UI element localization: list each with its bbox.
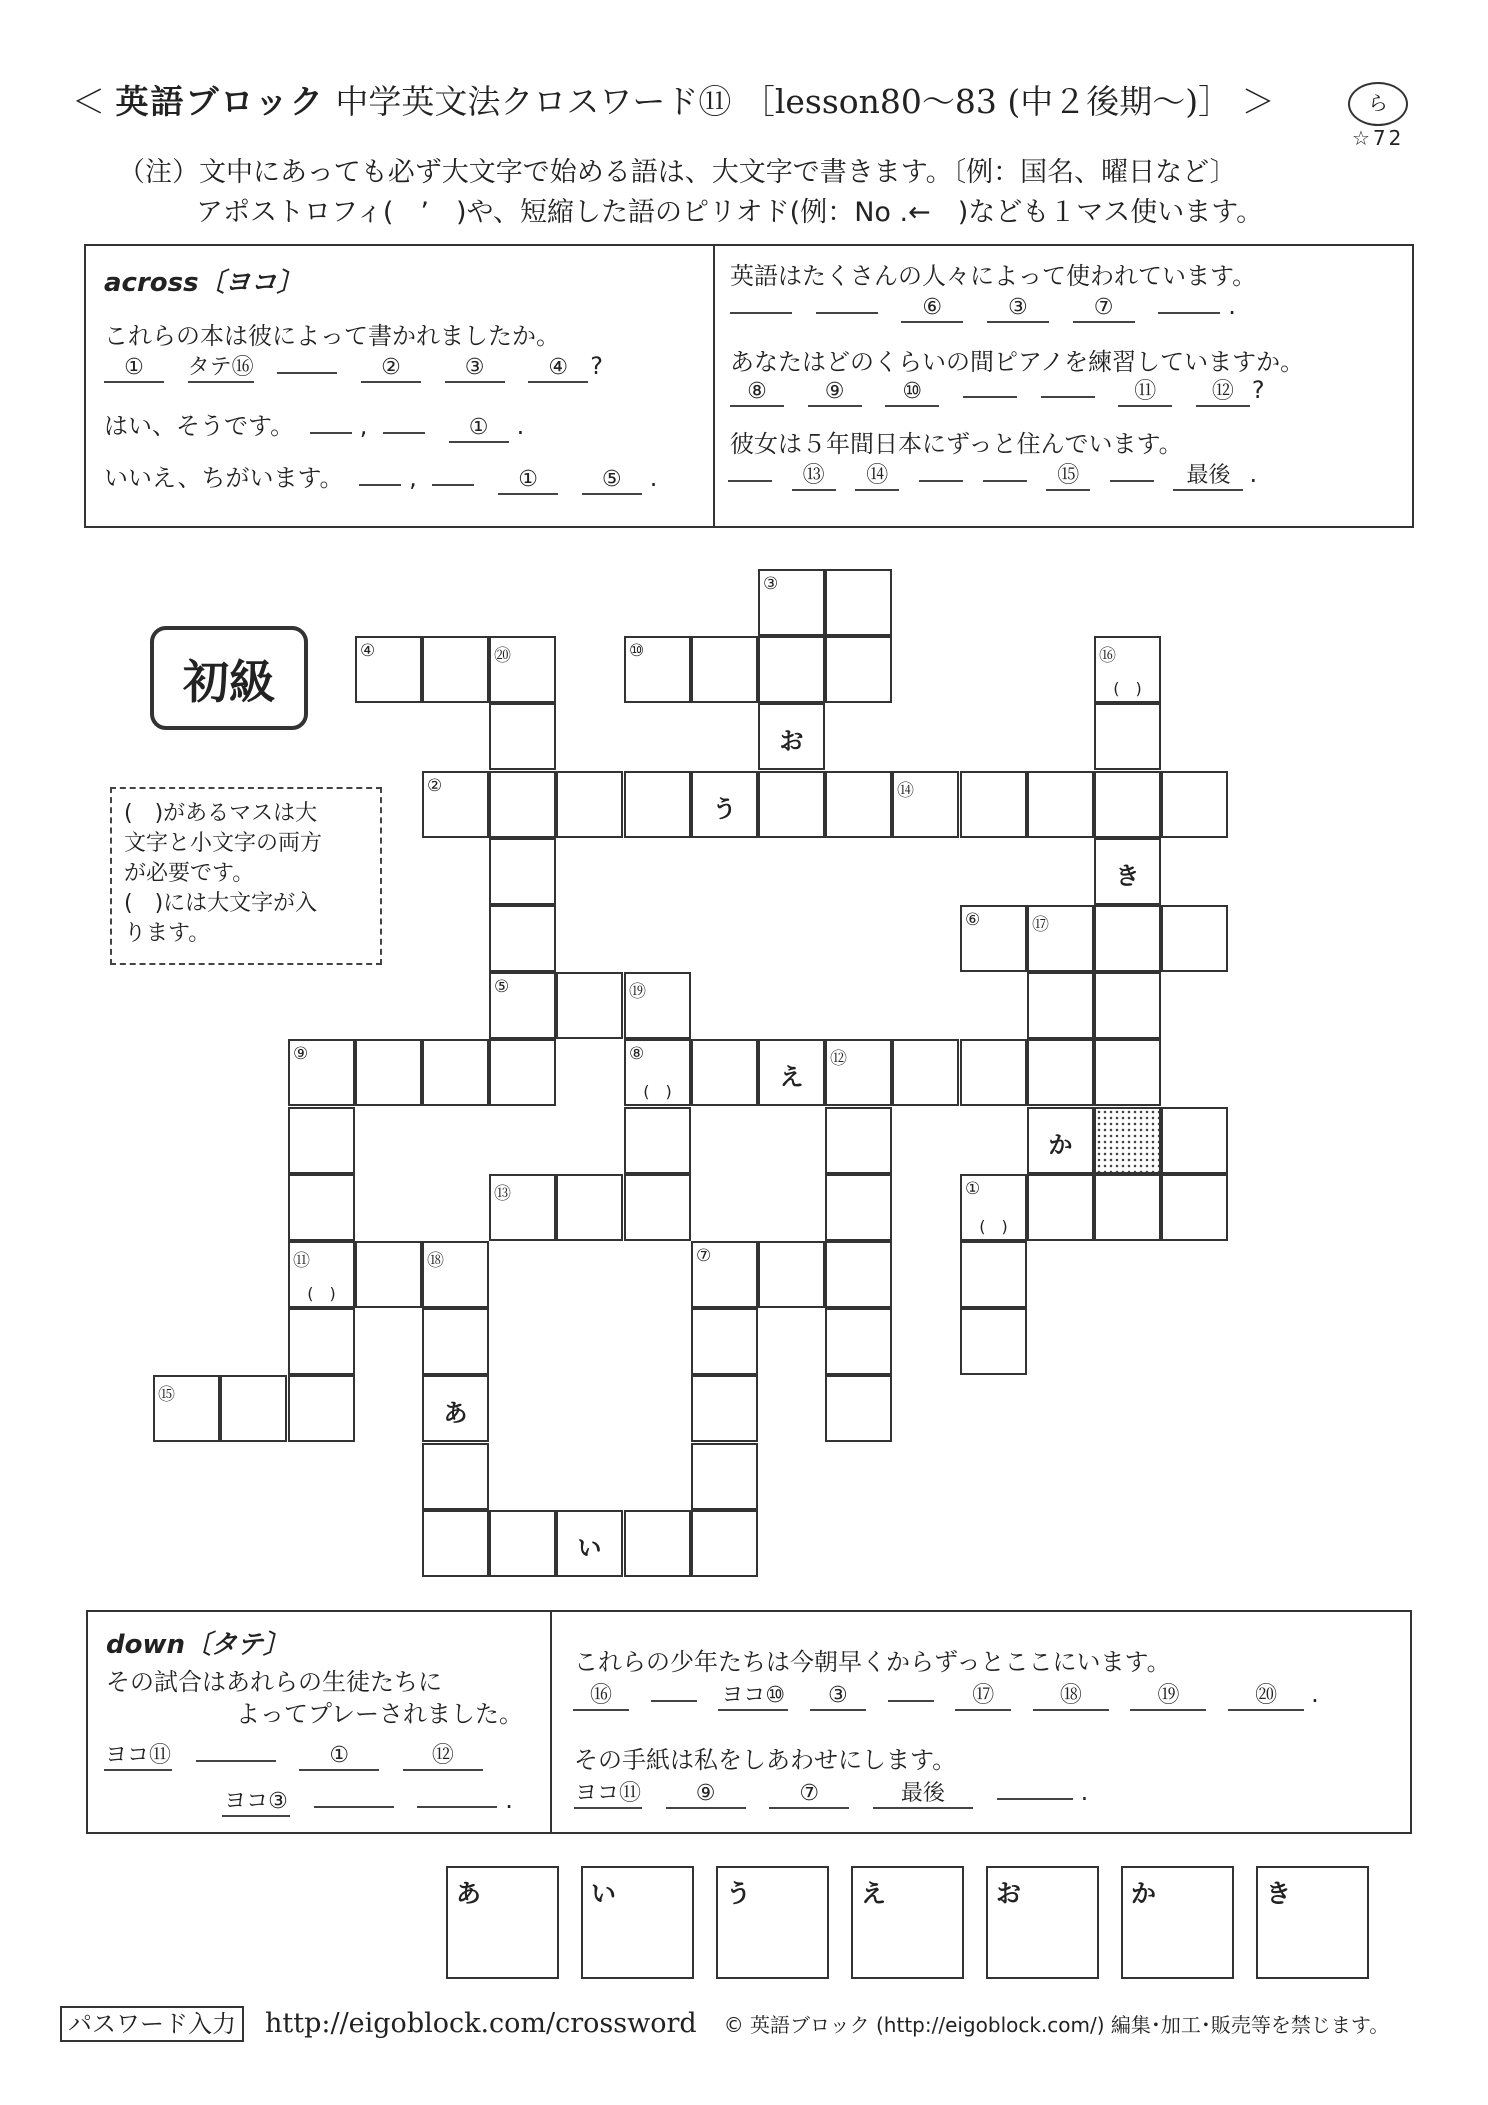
- capital-letter-marker: ( ): [979, 1217, 1008, 1236]
- password-box-label: あ: [456, 1879, 482, 1908]
- answer-blank[interactable]: [310, 432, 352, 434]
- answer-blank[interactable]: タテ⑯: [188, 355, 254, 383]
- crossword-cell[interactable]: [825, 1107, 892, 1174]
- crossword-cell[interactable]: [422, 1241, 489, 1308]
- crossword-cell[interactable]: [1161, 905, 1228, 972]
- crossword-cell[interactable]: [624, 972, 691, 1039]
- password-letter-marker: き: [1115, 862, 1140, 890]
- crossword-link[interactable]: http://eigoblock.com/crossword: [265, 2008, 697, 2039]
- crossword-cell[interactable]: [624, 1510, 691, 1577]
- answer-blank[interactable]: [888, 1700, 934, 1702]
- answer-blank[interactable]: [963, 396, 1017, 398]
- answer-blank[interactable]: [651, 1700, 697, 1702]
- brand-logo: 英語ブロック: [115, 82, 325, 121]
- crossword-cell[interactable]: [960, 1241, 1027, 1308]
- answer-blank[interactable]: ヨコ⑩: [718, 1683, 788, 1711]
- across-q5-japanese: あなたはどのくらいの間ピアノを練習していますか。: [730, 348, 1305, 376]
- hint-line: ( )には大文字が入: [124, 891, 318, 916]
- answer-blank[interactable]: ⑭: [855, 463, 899, 491]
- crossword-cell[interactable]: [489, 972, 556, 1039]
- password-letter-marker: か: [1048, 1131, 1073, 1159]
- answer-blank[interactable]: [919, 480, 963, 482]
- password-letter-marker: え: [779, 1063, 804, 1091]
- across-q6-answer-row: [722, 460, 1257, 491]
- clue-number: ③: [763, 574, 779, 594]
- punctuation: ?: [1251, 376, 1265, 404]
- crossword-cell[interactable]: [691, 1375, 758, 1442]
- down-q1-japanese-2: よってプレーされました。: [236, 1700, 524, 1728]
- crossword-cell[interactable]: [960, 1174, 1027, 1241]
- crossword-cell[interactable]: [1027, 771, 1094, 838]
- crossword-cell[interactable]: [825, 1174, 892, 1241]
- password-box-a[interactable]: [446, 1866, 559, 1979]
- crossword-cell[interactable]: [758, 1241, 825, 1308]
- crossword-cell[interactable]: [422, 1308, 489, 1375]
- crossword-cell[interactable]: [1094, 972, 1161, 1039]
- punctuation: .: [649, 464, 658, 492]
- crossword-cell[interactable]: [422, 1375, 489, 1442]
- crossword-cell[interactable]: [758, 636, 825, 703]
- across-q1-japanese: これらの本は彼によって書かれましたか。: [104, 322, 560, 350]
- answer-blank[interactable]: [417, 1806, 497, 1808]
- crossword-cell[interactable]: [758, 703, 825, 770]
- down-heading: down〔タテ〕: [106, 1630, 290, 1660]
- across-q6-japanese: 彼女は５年間日本にずっと住んでいます。: [730, 430, 1183, 458]
- crossword-cell[interactable]: [691, 771, 758, 838]
- password-box-o[interactable]: [986, 1866, 1099, 1979]
- answer-blank[interactable]: ⑫: [1196, 379, 1250, 407]
- down-q1-answer-row-2: [222, 1786, 513, 1817]
- logo-stamp-icon: ら: [1348, 82, 1408, 126]
- crossword-cell[interactable]: [153, 1375, 220, 1442]
- crossword-cell[interactable]: [758, 1039, 825, 1106]
- password-letter-marker: う: [712, 795, 737, 823]
- crossword-cell[interactable]: [1161, 1174, 1228, 1241]
- clue-number: ⑲: [629, 982, 646, 1002]
- crossword-cell[interactable]: [825, 636, 892, 703]
- crossword-cell[interactable]: [288, 1174, 355, 1241]
- answer-blank[interactable]: ⑩: [885, 379, 939, 407]
- crossword-cell[interactable]: [288, 1241, 355, 1308]
- crossword-cell[interactable]: [624, 1039, 691, 1106]
- crossword-cell[interactable]: [422, 771, 489, 838]
- answer-blank[interactable]: [359, 484, 401, 486]
- crossword-cell[interactable]: [1094, 771, 1161, 838]
- hint-line: ( )があるマスは大: [124, 801, 318, 826]
- clue-number: ⑩: [629, 641, 645, 661]
- crossword-cell[interactable]: [960, 771, 1027, 838]
- punctuation: .: [505, 1786, 513, 1814]
- note-line-1: （注）文中にあっても必ず大文字で始める語は、大文字で書きます。〔例：国名、曜日など〕: [118, 157, 1237, 188]
- clue-number: ⑦: [696, 1246, 712, 1266]
- crossword-cell[interactable]: [1094, 838, 1161, 905]
- across-q1-answer-row: [96, 352, 603, 383]
- crossword-cell[interactable]: [1027, 1107, 1094, 1174]
- answer-blank[interactable]: ④: [528, 355, 588, 383]
- crossword-cell[interactable]: [960, 1039, 1027, 1106]
- answer-blank[interactable]: 最後: [1173, 463, 1243, 491]
- across-q2-row: [104, 406, 524, 443]
- answer-blank[interactable]: [1110, 480, 1154, 482]
- crossword-cell[interactable]: [825, 771, 892, 838]
- answer-blank[interactable]: [432, 484, 474, 486]
- page-title: [72, 76, 1275, 123]
- crossword-cell[interactable]: [220, 1375, 287, 1442]
- crossword-cell[interactable]: [691, 1241, 758, 1308]
- password-letter-marker: お: [779, 727, 804, 755]
- clue-number: ⑳: [494, 646, 511, 666]
- crossword-cell[interactable]: [825, 569, 892, 636]
- answer-blank[interactable]: [983, 480, 1027, 482]
- crossword-cell[interactable]: [288, 1039, 355, 1106]
- answer-blank[interactable]: ③: [810, 1683, 866, 1711]
- crossword-cell[interactable]: [1094, 1174, 1161, 1241]
- across-q4-answer-row: [722, 292, 1236, 323]
- clue-number: ⑪: [293, 1251, 310, 1271]
- crossword-cell[interactable]: [1094, 905, 1161, 972]
- down-q2-japanese: これらの少年たちは今朝早くからずっとここにいます。: [574, 1648, 1171, 1676]
- down-divider: [550, 1610, 552, 1834]
- difficulty-badge: 初級: [150, 626, 308, 730]
- password-box-label: か: [1131, 1879, 1157, 1908]
- answer-blank[interactable]: ③: [445, 355, 505, 383]
- answer-blank[interactable]: ⑯: [573, 1683, 629, 1711]
- footer: [60, 2004, 1389, 2039]
- password-box-label: い: [591, 1879, 617, 1908]
- hint-line: 文字と小文字の両方: [124, 831, 323, 856]
- password-box-label: う: [726, 1879, 752, 1908]
- clue-number: ⑥: [965, 910, 981, 930]
- crossword-cell[interactable]: [1027, 1039, 1094, 1106]
- crossword-cell[interactable]: [355, 1241, 422, 1308]
- crossword-cell[interactable]: [355, 636, 422, 703]
- punctuation: ?: [590, 352, 603, 380]
- down-q1-answer-row-1: [104, 1740, 491, 1771]
- answer-blank[interactable]: [997, 1798, 1073, 1800]
- crossword-cell[interactable]: [691, 636, 758, 703]
- crossword-cell[interactable]: [1161, 1107, 1228, 1174]
- crossword-cell[interactable]: [691, 1039, 758, 1106]
- password-letter-marker: い: [577, 1534, 602, 1562]
- answer-blank[interactable]: ①: [449, 415, 509, 443]
- answer-blank[interactable]: [277, 372, 337, 374]
- answer-blank[interactable]: ⑱: [1033, 1683, 1109, 1711]
- across-q5-answer-row: [722, 376, 1265, 407]
- answer-blank[interactable]: ⑦: [769, 1781, 849, 1809]
- down-q2-answer-row: [566, 1680, 1319, 1711]
- crossword-cell[interactable]: [1094, 1039, 1161, 1106]
- crossword-cell[interactable]: [691, 1510, 758, 1577]
- crossword-cell[interactable]: [624, 1107, 691, 1174]
- crossword-cell[interactable]: [825, 1039, 892, 1106]
- clue-number: ④: [360, 641, 376, 661]
- password-box-ki[interactable]: [1256, 1866, 1369, 1979]
- clue-number: ①: [965, 1179, 981, 1199]
- answer-blank[interactable]: ヨコ③: [222, 1789, 290, 1817]
- answer-blank[interactable]: ⑰: [955, 1683, 1011, 1711]
- crossword-cell[interactable]: [422, 1510, 489, 1577]
- crossword-cell[interactable]: [556, 771, 623, 838]
- lesson-range: ［lesson80～83 (中２後期～)］: [741, 82, 1232, 121]
- password-box-label: お: [996, 1879, 1022, 1908]
- password-box-e[interactable]: [851, 1866, 964, 1979]
- answer-blank[interactable]: ⑤: [582, 467, 642, 495]
- across-q3-row: [104, 458, 657, 495]
- answer-blank[interactable]: ⑨: [808, 379, 862, 407]
- title-close-bracket: ＞: [1241, 82, 1275, 121]
- down-q3-answer-row: [574, 1778, 1088, 1809]
- clue-number: ⑧: [629, 1044, 645, 1064]
- crossword-cell[interactable]: [489, 1039, 556, 1106]
- answer-blank[interactable]: ⑥: [901, 295, 963, 323]
- crossword-cell[interactable]: [1027, 905, 1094, 972]
- answer-blank[interactable]: ⑮: [1046, 463, 1090, 491]
- crossword-cell[interactable]: [624, 1174, 691, 1241]
- answer-blank[interactable]: ⑫: [403, 1743, 483, 1771]
- crossword-cell[interactable]: [489, 771, 556, 838]
- clue-number: ⑮: [158, 1385, 175, 1405]
- crossword-cell[interactable]: [825, 1308, 892, 1375]
- password-box-label: き: [1266, 1879, 1292, 1908]
- crossword-cell[interactable]: [422, 1443, 489, 1510]
- answer-blank[interactable]: [314, 1806, 394, 1808]
- crossword-cell[interactable]: [1094, 636, 1161, 703]
- copyright: © 英語ブロック (http://eigoblock.com/) 編集･加工･販売等を禁じます。: [723, 2013, 1390, 2037]
- across-q4-japanese: 英語はたくさんの人々によって使われています。: [730, 262, 1257, 290]
- crossword-cell[interactable]: [1161, 771, 1228, 838]
- capital-letter-marker: ( ): [307, 1284, 336, 1303]
- down-q1-japanese-1: その試合はあれらの生徒たちに: [106, 1668, 442, 1696]
- password-box-u[interactable]: [716, 1866, 829, 1979]
- crossword-cell[interactable]: [825, 1375, 892, 1442]
- punctuation: .: [1249, 460, 1258, 488]
- across-divider: [713, 244, 715, 528]
- answer-blank[interactable]: ⑬: [792, 463, 836, 491]
- answer-blank[interactable]: ⑧: [730, 379, 784, 407]
- crossword-cell[interactable]: [624, 636, 691, 703]
- crossword-cell[interactable]: [624, 771, 691, 838]
- crossword-cell[interactable]: [288, 1308, 355, 1375]
- answer-blank[interactable]: [383, 432, 425, 434]
- crossword-cell[interactable]: [892, 1039, 959, 1106]
- crossword-cell[interactable]: [825, 1241, 892, 1308]
- answer-blank[interactable]: ①: [498, 467, 558, 495]
- punctuation: ,: [409, 464, 417, 492]
- note-line-2: アポストロフィ( ’ )や、短縮した語のピリオド(例：No .← )なども１マス使います。: [196, 197, 1264, 228]
- clue-number: ②: [427, 776, 443, 796]
- crossword-cell-blocked: [1094, 1107, 1161, 1174]
- crossword-cell[interactable]: [422, 636, 489, 703]
- crossword-cell[interactable]: [489, 905, 556, 972]
- across-heading: across〔ヨコ〕: [104, 268, 303, 298]
- capital-letter-marker: ( ): [1113, 679, 1142, 698]
- answer-blank[interactable]: [728, 480, 772, 482]
- answer-blank[interactable]: [196, 1760, 276, 1762]
- answer-blank[interactable]: [816, 312, 878, 314]
- password-letter-marker: あ: [443, 1399, 468, 1427]
- crossword-cell[interactable]: [691, 1443, 758, 1510]
- crossword-cell[interactable]: [556, 972, 623, 1039]
- across-q3-japanese: いいえ、ちがいます。: [104, 464, 344, 492]
- crossword-cell[interactable]: [556, 1510, 623, 1577]
- crossword-cell[interactable]: [960, 1308, 1027, 1375]
- answer-blank[interactable]: 最後: [873, 1781, 973, 1809]
- crossword-cell[interactable]: [288, 1375, 355, 1442]
- password-box-label: え: [861, 1879, 887, 1908]
- punctuation: .: [1311, 1680, 1319, 1708]
- punctuation: .: [1080, 1778, 1089, 1806]
- answer-blank[interactable]: [1041, 396, 1095, 398]
- clue-number: ⑬: [494, 1184, 511, 1204]
- answer-blank[interactable]: [730, 312, 792, 314]
- answer-blank[interactable]: ⑪: [1118, 379, 1172, 407]
- crossword-cell[interactable]: [1027, 972, 1094, 1039]
- answer-blank[interactable]: ②: [361, 355, 421, 383]
- crossword-cell[interactable]: [422, 1039, 489, 1106]
- crossword-cell[interactable]: [1094, 703, 1161, 770]
- crossword-cell[interactable]: [288, 1107, 355, 1174]
- hint-line: ります。: [124, 921, 211, 946]
- crossword-cell[interactable]: [758, 771, 825, 838]
- clue-number: ⑤: [494, 977, 510, 997]
- password-entry-label: パスワード入力: [60, 2006, 244, 2042]
- hint-box: [110, 787, 382, 965]
- crossword-cell[interactable]: [489, 838, 556, 905]
- sheet-number: ☆72: [1352, 126, 1405, 150]
- answer-blank[interactable]: ①: [299, 1743, 379, 1771]
- punctuation: ,: [359, 412, 368, 440]
- crossword-cell[interactable]: [556, 1174, 623, 1241]
- password-box-ka[interactable]: [1121, 1866, 1234, 1979]
- crossword-cell[interactable]: [892, 771, 959, 838]
- clue-number: ⑰: [1032, 915, 1049, 935]
- answer-blank[interactable]: [1158, 312, 1220, 314]
- answer-blank[interactable]: ⑦: [1073, 295, 1135, 323]
- punctuation: .: [516, 412, 525, 440]
- answer-blank[interactable]: ③: [987, 295, 1049, 323]
- hint-line: が必要です。: [124, 861, 255, 886]
- crossword-cell[interactable]: [489, 636, 556, 703]
- crossword-cell[interactable]: [758, 569, 825, 636]
- crossword-cell[interactable]: [489, 1174, 556, 1241]
- title-open-bracket: ＜: [72, 82, 105, 121]
- crossword-cell[interactable]: [960, 905, 1027, 972]
- answer-blank[interactable]: ⑲: [1130, 1683, 1206, 1711]
- capital-letter-marker: ( ): [643, 1082, 672, 1101]
- answer-blank[interactable]: ⑨: [666, 1781, 746, 1809]
- across-q2-japanese: はい、そうです。: [104, 412, 295, 440]
- clue-number: ⑫: [830, 1049, 847, 1069]
- down-q3-japanese: その手紙は私をしあわせにします。: [574, 1746, 957, 1774]
- answer-blank[interactable]: ヨコ⑪: [574, 1781, 642, 1809]
- crossword-cell[interactable]: [1027, 1174, 1094, 1241]
- worksheet-title: 中学英文法クロスワード⑪: [335, 82, 732, 121]
- crossword-cell[interactable]: [691, 1308, 758, 1375]
- crossword-cell[interactable]: [489, 1510, 556, 1577]
- answer-blank[interactable]: ①: [104, 355, 164, 383]
- crossword-cell[interactable]: [489, 703, 556, 770]
- clue-number: ⑭: [897, 781, 914, 801]
- answer-blank[interactable]: ⑳: [1228, 1683, 1304, 1711]
- crossword-cell[interactable]: [355, 1039, 422, 1106]
- clue-number: ⑯: [1099, 646, 1116, 666]
- clue-number: ⑱: [427, 1251, 444, 1271]
- punctuation: .: [1228, 292, 1236, 320]
- clue-number: ⑨: [293, 1044, 309, 1064]
- answer-blank[interactable]: ヨコ⑪: [104, 1743, 172, 1771]
- password-box-i[interactable]: [581, 1866, 694, 1979]
